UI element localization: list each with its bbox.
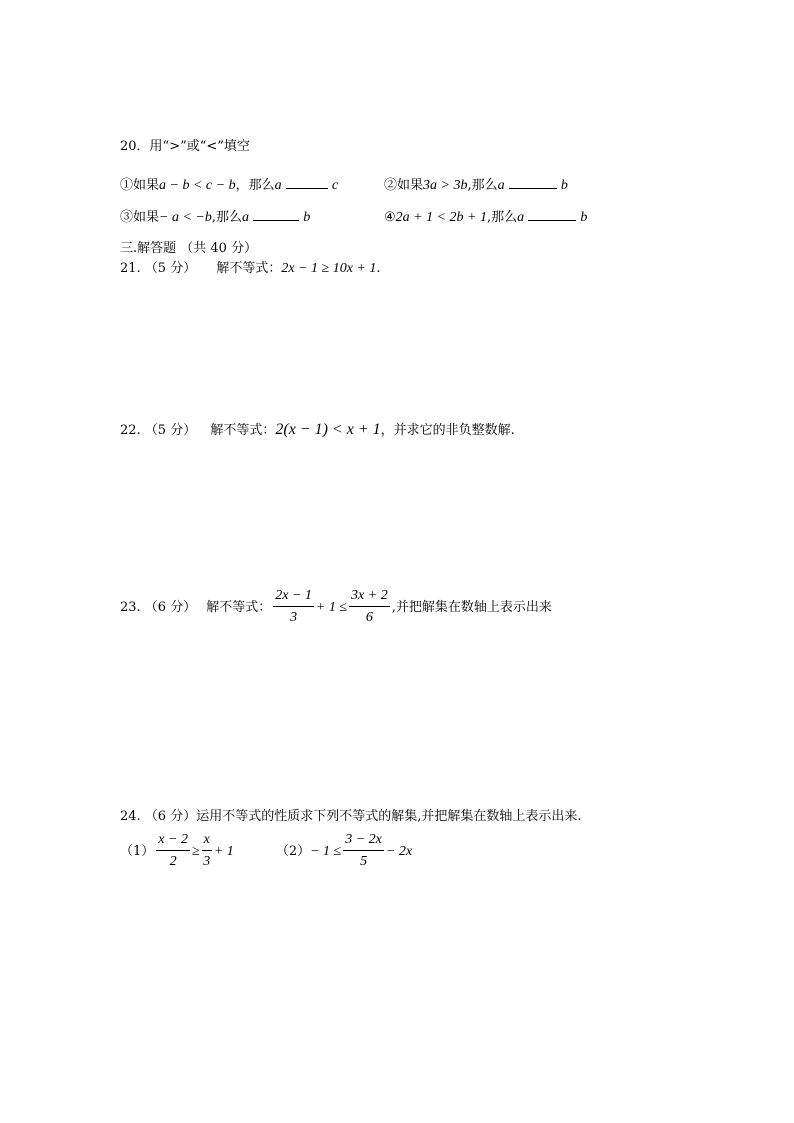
q20-item-2-after: b (560, 178, 568, 193)
q21 (120, 260, 381, 278)
q20-item-1-blank[interactable] (286, 176, 328, 189)
q24-part1-fraction-2 (202, 830, 212, 873)
q22-label: 22. （5 分） (120, 423, 197, 438)
q20-item-4-math: 2a + 1 < 2b + 1 (395, 210, 487, 225)
q24-part1-end: + 1 (213, 843, 234, 859)
q23-mid: + 1 ≤ (315, 599, 348, 615)
q21-end: . (376, 261, 381, 276)
q21-text: 解不等式： (216, 261, 282, 276)
q20-item-3-after: b (303, 210, 311, 225)
q24-text: 运用不等式的性质求下列不等式的解集,并把解集在数轴上表示出来. (196, 809, 582, 824)
q24-part1-fraction-1-denominator: 2 (169, 854, 177, 869)
q20-item-1 (120, 176, 338, 195)
q23-fraction-1-denominator: 3 (290, 610, 298, 625)
q24-part2-end: − 2x (385, 843, 413, 859)
q20-item-3-math: − a < −b (159, 210, 212, 225)
q23-label: 23. （6 分） (120, 599, 197, 615)
q20-item-2-mid: ,那么 (467, 178, 498, 193)
q20-item-1-after: c (331, 178, 339, 193)
q24-label: 24. （6 分） (120, 809, 197, 824)
section3-title: 三.解答题 （共 40 分） (120, 241, 258, 256)
q22-end: ，并求它的非负整数解. (380, 423, 515, 438)
q20-item-4-var: a (517, 210, 525, 225)
q22-text: 解不等式： (210, 423, 276, 438)
q23-fraction-1-numerator: 2x − 1 (273, 586, 314, 607)
q24 (120, 808, 581, 826)
q20-item-4-prefix: ④ (384, 210, 396, 225)
q20-item-3 (120, 208, 310, 227)
q20-title: 20．用“>”或“<”填空 (120, 139, 250, 154)
q20-item-4-blank[interactable] (528, 208, 576, 221)
q20-item-2-math: 3a > 3b (423, 178, 468, 193)
q24-part2-start: − 1 ≤ (310, 843, 342, 859)
q24-part2-label: （2） (275, 843, 311, 859)
q20-item-3-var: a (242, 210, 249, 225)
q24-part1-op: ≥ (191, 843, 200, 859)
q20-item-1-var: a (274, 178, 282, 193)
q20-item-4-mid: ,那么 (487, 210, 518, 225)
q24-part2-fraction-numerator: 3 − 2x (343, 830, 384, 851)
q24-parts (120, 830, 412, 873)
q21-label: 21. （5 分） (120, 261, 197, 276)
q24-part1-fraction-2-numerator: x (202, 830, 212, 851)
q21-math: 2x − 1 ≥ 10x + 1 (281, 261, 377, 276)
q20-item-4 (384, 208, 587, 227)
q24-part1-fraction-1 (156, 830, 190, 873)
q24-part1-label: （1） (120, 843, 155, 859)
q23 (120, 586, 552, 629)
q20-item-3-mid: ,那么 (211, 210, 242, 225)
q20-item-1-math: a − b < c − b (159, 178, 236, 193)
q20-item-3-prefix: ③如果 (120, 210, 160, 225)
q20-item-3-blank[interactable] (253, 208, 299, 221)
q23-text: 解不等式： (206, 599, 272, 615)
q20-item-2-prefix: ②如果 (384, 178, 424, 193)
q24-part2-fraction (343, 830, 384, 873)
q23-fraction-2-denominator: 6 (365, 610, 373, 625)
q20-item-2-var: a (497, 178, 505, 193)
q24-part2-fraction-denominator: 5 (360, 854, 368, 869)
q20-item-1-mid: ，那么 (235, 178, 275, 193)
q24-part1-fraction-1-numerator: x − 2 (156, 830, 190, 851)
q20-item-2-blank[interactable] (509, 176, 557, 189)
q20-item-4-after: b (580, 210, 588, 225)
q23-fraction-2 (349, 586, 390, 629)
q23-end: ,并把解集在数轴上表示出来 (391, 599, 552, 615)
q24-part1-fraction-2-denominator: 3 (203, 854, 211, 869)
q20-item-2 (384, 176, 568, 195)
q23-fraction-2-numerator: 3x + 2 (349, 586, 390, 607)
q22 (120, 421, 515, 440)
q20-item-1-prefix: ①如果 (120, 178, 160, 193)
q23-fraction-1 (273, 586, 314, 629)
q22-math: 2(x − 1) < x + 1 (275, 421, 381, 438)
